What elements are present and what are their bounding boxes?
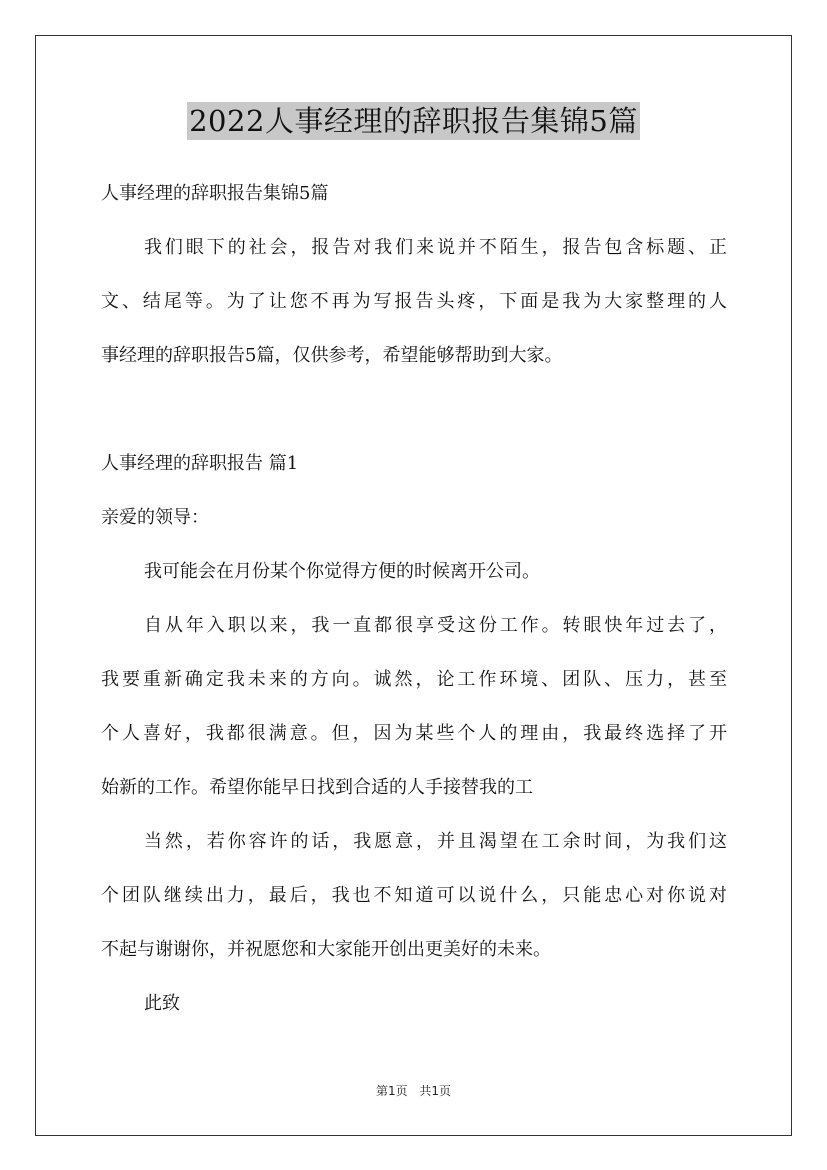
closing: 此致 <box>144 993 180 1014</box>
paragraph-3-line-1: 当然，若你容许的话，我愿意，并且渴望在工余时间，为我们这 <box>144 831 727 852</box>
intro-line-2: 文、结尾等。为了让您不再为写报告头疼，下面是我为大家整理的人 <box>101 291 727 312</box>
paragraph-2-line-3: 个人喜好，我都很满意。但，因为某些个人的理由，我最终选择了开 <box>101 723 727 744</box>
paragraph-1: 我可能会在月份某个你觉得方便的时候离开公司。 <box>144 561 540 582</box>
document-subtitle: 人事经理的辞职报告集锦5篇 <box>101 183 329 204</box>
page-footer <box>0 1083 827 1099</box>
intro-line-1: 我们眼下的社会，报告对我们来说并不陌生，报告包含标题、正 <box>144 237 727 258</box>
salutation: 亲爱的领导： <box>101 507 209 528</box>
paragraph-2-line-1: 自从年入职以来，我一直都很享受这份工作。转眼快年过去了， <box>144 615 727 636</box>
section-heading: 人事经理的辞职报告 篇1 <box>101 453 299 474</box>
document-title: 2022人事经理的辞职报告集锦5篇 <box>189 104 638 138</box>
paragraph-2-line-2: 我要重新确定我未来的方向。诚然，论工作环境、团队、压力，甚至 <box>101 669 727 690</box>
paragraph-2-line-4: 始新的工作。希望你能早日找到合适的人手接替我的工 <box>101 777 533 798</box>
intro-line-3: 事经理的辞职报告5篇，仅供参考，希望能够帮助到大家。 <box>101 345 563 366</box>
title-block <box>0 102 827 140</box>
paragraph-3-line-2: 个团队继续出力，最后，我也不知道可以说什么，只能忠心对你说对 <box>101 885 727 906</box>
page-number: 第1页 <box>375 1084 408 1098</box>
page-total: 共1页 <box>419 1084 452 1098</box>
paragraph-3-line-3: 不起与谢谢你，并祝愿您和大家能开创出更美好的未来。 <box>101 939 551 960</box>
